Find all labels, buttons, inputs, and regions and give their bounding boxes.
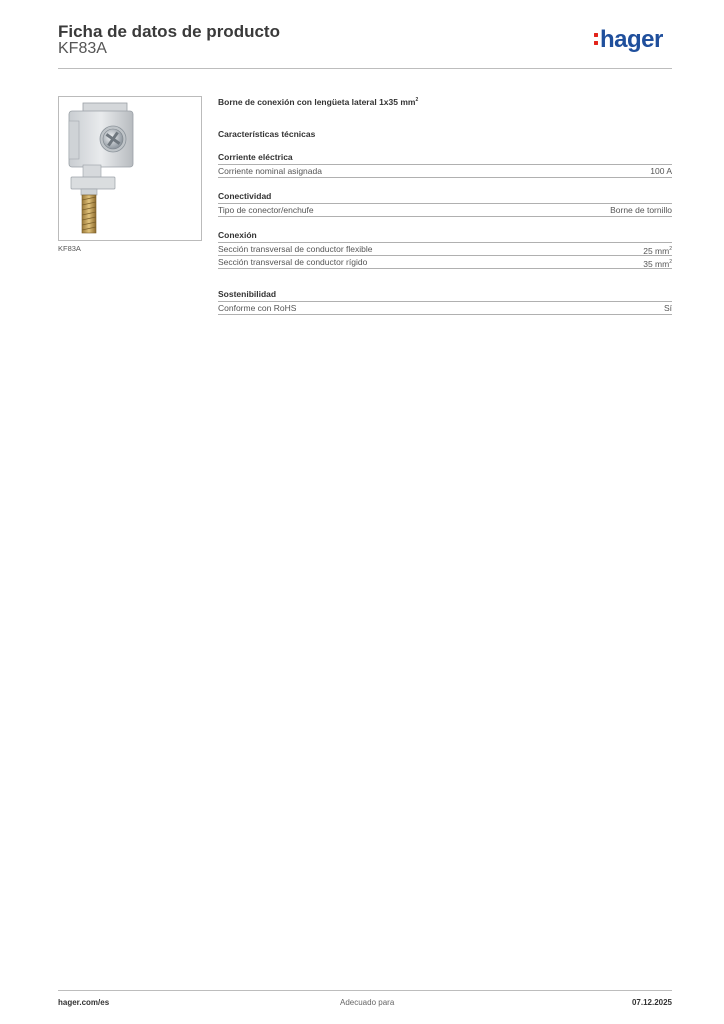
product-details <box>218 94 672 315</box>
spec-row <box>218 243 672 256</box>
spec-section-sustainability <box>218 289 672 315</box>
footer-date: 07.12.2025 <box>631 998 672 1007</box>
spec-section-title: Conexión <box>218 230 672 243</box>
logo-text: hager <box>600 26 663 53</box>
product-description <box>218 94 672 108</box>
spec-value: Borne de tornillo <box>610 204 672 215</box>
image-caption: KF83A <box>58 244 81 253</box>
spec-row <box>218 256 672 269</box>
spec-section-connectivity <box>218 191 672 217</box>
spec-row <box>218 204 672 217</box>
spec-value: 100 A <box>650 165 672 176</box>
spec-value: Sí <box>663 302 672 313</box>
page-title: Ficha de datos de producto <box>58 22 280 41</box>
spec-row <box>218 302 672 315</box>
spec-section-title: Sostenibilidad <box>218 289 672 302</box>
spec-section-electric-current <box>218 152 672 178</box>
product-description-sup: 2 <box>415 97 419 103</box>
spec-section-connection <box>218 230 672 269</box>
technical-characteristics-title: Características técnicas <box>218 128 316 139</box>
terminal-connector-image <box>59 97 201 240</box>
product-image <box>58 96 202 241</box>
spec-label: Sección transversal de conductor rígido <box>218 256 368 267</box>
spec-section-title: Corriente eléctrica <box>218 152 672 165</box>
spec-label: Tipo de conector/enchufe <box>218 204 314 215</box>
footer-suitable-for: Adecuado para <box>340 998 395 1007</box>
spec-label: Conforme con RoHS <box>218 302 297 313</box>
footer-divider <box>58 990 672 991</box>
header-divider <box>58 68 672 69</box>
spec-label: Corriente nominal asignada <box>218 165 322 176</box>
spec-section-title: Conectividad <box>218 191 672 204</box>
hager-logo <box>594 28 663 52</box>
spec-value: 25 $mm^2$ <box>643 245 672 256</box>
logo-dots-icon <box>594 31 598 47</box>
footer-website-link[interactable]: hager.com/es <box>58 998 110 1007</box>
product-code-subtitle: KF83A <box>58 40 107 57</box>
spec-label: Sección transversal de conductor flexible <box>218 243 373 254</box>
product-description-text: Borne de conexión con lengüeta lateral 1x35 mm <box>218 96 416 107</box>
spec-row <box>218 165 672 178</box>
spec-value: 35 $mm^2$ <box>643 258 672 269</box>
